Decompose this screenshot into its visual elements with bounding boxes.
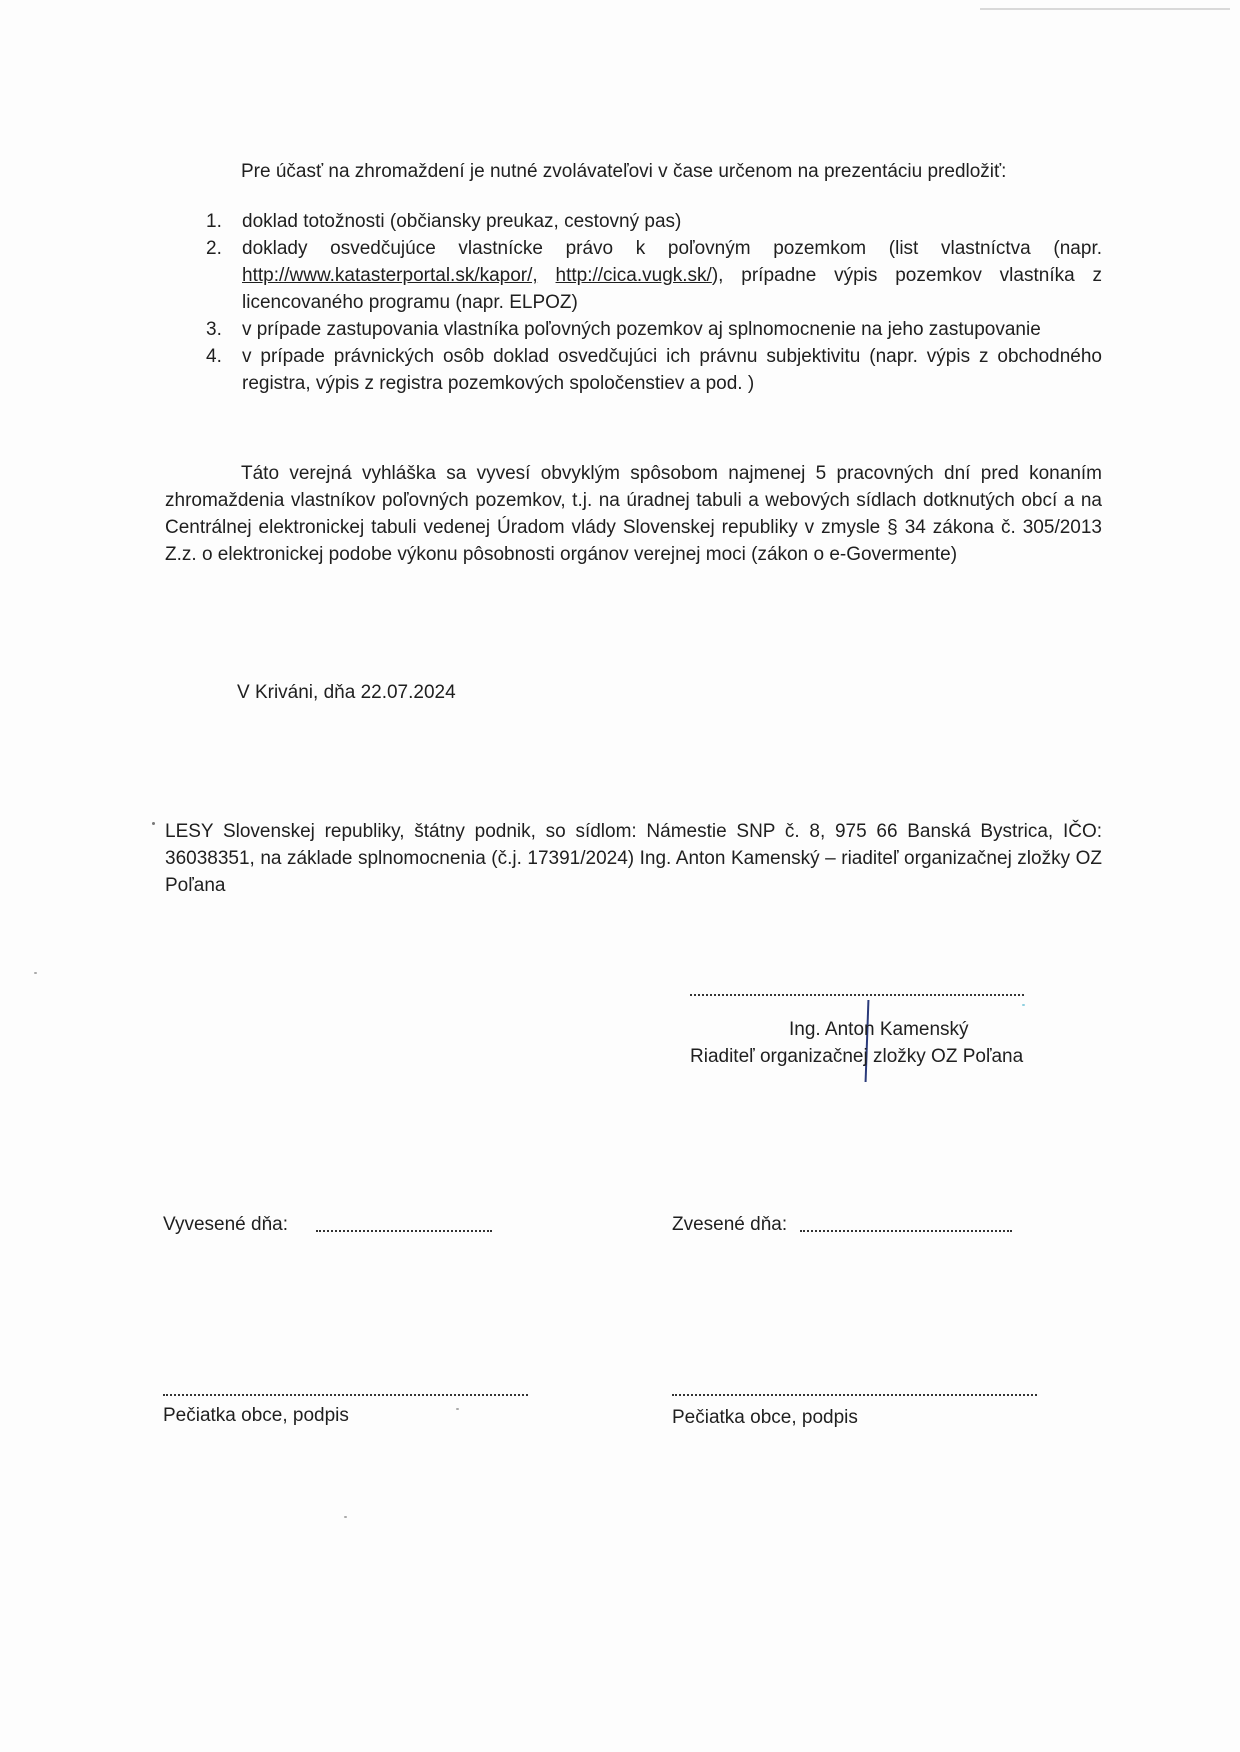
cica-link[interactable]: http://cica.vugk.sk/ <box>555 265 712 286</box>
stamp-label-right: Pečiatka obce, podpis <box>672 1407 858 1428</box>
signature-line <box>690 994 1024 996</box>
signatory-title: Riaditeľ organizačnej zložky OZ Poľana <box>690 1046 1024 1067</box>
removed-date-field <box>800 1230 1012 1232</box>
stamp-signature-line-left <box>163 1394 528 1396</box>
requirement-text-pre: doklady osvedčujúce vlastnícke právo k poľovným pozemkom (list vlastníctva (napr. <box>242 238 1102 259</box>
scan-edge-line <box>980 8 1230 10</box>
requirements-list <box>206 208 1102 397</box>
company-paragraph: LESY Slovenskej republiky, štátny podnik, so sídlom: Námestie SNP č. 8, 975 66 Banská Bystrica, IČO: 36038351, na základe splnomocnenia (č.j. 17391/2024) Ing. Anton Kamenský – riaditeľ organizačnej zložky OZ Poľana <box>165 821 1102 896</box>
stamp-label-left: Pečiatka obce, podpis <box>163 1405 349 1426</box>
requirement-text-mid <box>538 265 556 286</box>
katasterportal-link[interactable]: http://www.katasterportal.sk/kapor/, <box>242 265 538 286</box>
removed-date-label: Zvesené dňa: <box>672 1214 788 1235</box>
scan-speck <box>344 1516 347 1518</box>
requirement-number: 4. <box>206 346 222 367</box>
requirement-text <box>242 235 1102 316</box>
scan-speck <box>1022 1004 1025 1006</box>
place-date: V Kriváni, dňa 22.07.2024 <box>237 682 456 703</box>
intro-text: Pre účasť na zhromaždení je nutné zvolávateľovi v čase určenom na prezentáciu predložiť: <box>241 161 1007 182</box>
scan-speck <box>34 972 37 974</box>
requirement-text: v prípade zastupovania vlastníka poľovných pozemkov aj splnomocnenie na jeho zastupovanie <box>242 319 1041 340</box>
requirement-text: doklad totožnosti (občiansky preukaz, cestovný pas) <box>242 211 682 232</box>
stamp-signature-line-right <box>672 1394 1037 1396</box>
requirement-number: 2. <box>206 238 222 259</box>
requirement-item <box>206 316 1102 343</box>
requirement-item <box>206 343 1102 397</box>
requirement-text-post: ), prípadne výpis pozemkov vlastníka z licencovaného programu (napr. ELPOZ) <box>242 265 1102 313</box>
signatory-name: Ing. Anton Kamenský <box>789 1019 969 1040</box>
bullet-dot <box>152 822 155 825</box>
requirement-number: 3. <box>206 319 222 340</box>
notice-paragraph: Táto verejná vyhláška sa vyvesí obvyklým spôsobom najmenej 5 pracovných dní pred konaním zhromaždenia vlastníkov poľovných pozemkov, t.j. na úradnej tabuli a webových sídlach dotknutých obcí a na Centrálnej elektronickej tabuli vedenej Úradom vlády Slovenskej republiky v zmysle § 34 zákona č. 305/2013 Z.z. o elektronickej podobe výkonu pôsobnosti orgánov verejnej moci (zákon o e-Govermente) <box>165 463 1102 565</box>
requirement-number: 1. <box>206 211 222 232</box>
posted-date-field <box>316 1230 492 1232</box>
posted-date-label: Vyvesené dňa: <box>163 1214 288 1235</box>
requirement-text: v prípade právnických osôb doklad osvedčujúci ich právnu subjektivitu (napr. výpis z obchodného registra, výpis z registra pozemkových spoločenstiev a pod. ) <box>242 346 1102 394</box>
requirement-item <box>206 208 1102 235</box>
scan-speck <box>456 1408 459 1410</box>
requirement-item <box>206 235 1102 316</box>
